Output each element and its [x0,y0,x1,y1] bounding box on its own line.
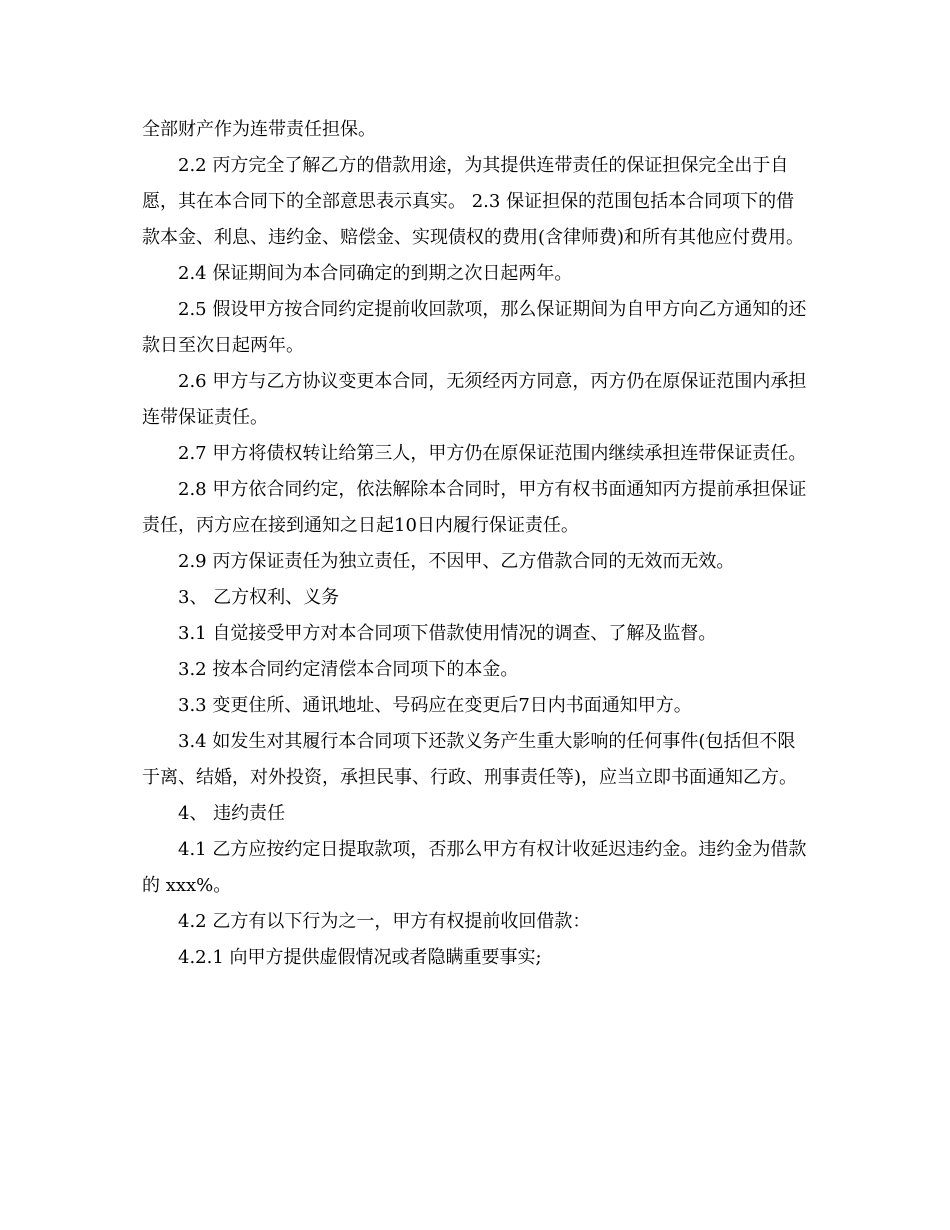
paragraph-2-8: 2.8 甲方依合同约定，依法解除本合同时，甲方有权书面通知丙方提前承担保证责任，丙方应在接到通知之日起10日内履行保证责任。 [142,479,807,536]
paragraph-2-9: 2.9 丙方保证责任为独立责任，不因甲、乙方借款合同的无效而无效。 [178,551,735,572]
paragraph-4-2: 4.2 乙方有以下行为之一，甲方有权提前收回借款： [178,911,591,932]
contract-body [142,112,808,976]
paragraph-2-5: 2.5 假设甲方按合同约定提前收回款项，那么保证期间为自甲方向乙方通知的还款日至次日起两年。 [142,299,807,356]
paragraph-guarantee-assets: 全部财产作为连带责任担保。 [142,119,376,140]
section-heading-4: 4、 违约责任 [178,803,286,824]
paragraph-4-2-1: 4.2.1 向甲方提供虚假情况或者隐瞒重要事实; [178,947,542,968]
paragraph-2-6: 2.6 甲方与乙方协议变更本合同，无须经丙方同意，丙方仍在原保证范围内承担连带保证责任。 [142,371,807,428]
paragraph-2-7: 2.7 甲方将债权转让给第三人，甲方仍在原保证范围内继续承担连带保证责任。 [178,443,807,464]
section-heading-3: 3、 乙方权利、义务 [178,587,340,608]
paragraph-3-3: 3.3 变更住所、通讯地址、号码应在变更后7日内书面通知甲方。 [178,695,692,716]
paragraph-3-4: 3.4 如发生对其履行本合同项下还款义务产生重大影响的任何事件(包括但不限于离、结婚，对外投资，承担民事、行政、刑事责任等)，应当立即书面通知乙方。 [142,731,798,788]
paragraph-2-4: 2.4 保证期间为本合同确定的到期之次日起两年。 [178,263,573,284]
paragraph-4-1: 4.1 乙方应按约定日提取款项，否那么甲方有权计收延迟违约金。违约金为借款的 xxx%。 [142,839,807,896]
paragraph-3-1: 3.1 自觉接受甲方对本合同项下借款使用情况的调查、了解及监督。 [178,623,717,644]
paragraph-2-2: 2.2 丙方完全了解乙方的借款用途，为其提供连带责任的保证担保完全出于自愿，其在本合同下的全部意思表示真实。 2.3 保证担保的范围包括本合同项下的借款本金、利息、违约金、赔偿金、实现债权的费用(含律师费)和所有其他应付费用。 [142,155,805,248]
paragraph-3-2: 3.2 按本合同约定清偿本合同项下的本金。 [178,659,519,680]
